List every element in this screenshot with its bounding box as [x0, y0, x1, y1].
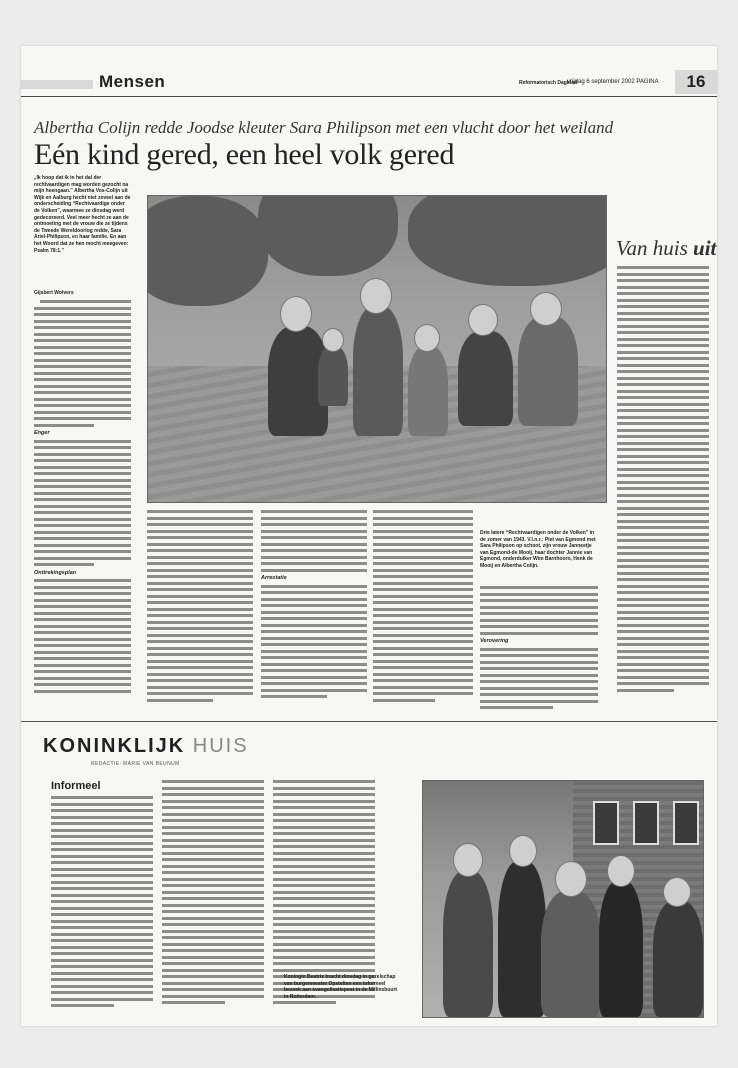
section-divider — [21, 721, 717, 722]
article-kicker: Albertha Colijn redde Joodse kleuter Sara Philipson met een vlucht door het weiland — [34, 118, 614, 137]
article-intro: „Ik hoop dat ik in het dal der rechtvaardigen mag worden gezocht na mijn heengaan.” Albertha Vos-Colijn uit Wijk en Aalburg hecht niet zoveel aan de onderscheiding “Rechtvaardige onder de Volken”, waarmee ze dinsdag werd gedecoreerd. Veel meer hecht ze aan de ontmoeting met de vrouw die ze tijdens de Tweede Wereldoorlog redde, Sara Ariel-Philipson, en haar familie. En aan het Woord dat ze hen mocht meegeven: Psalm 78:1.” — [34, 175, 131, 254]
section-name: Mensen — [99, 72, 166, 91]
article-column-2 — [147, 510, 253, 710]
royal-column-2 — [162, 780, 264, 1020]
royal-photo — [422, 780, 704, 1018]
subhead-onttrekingsplan: Onttrekingsplan — [34, 569, 77, 576]
article-column-5 — [480, 586, 598, 710]
subhead-enger: Enger — [34, 430, 50, 436]
royal-title-accent: HUIS — [192, 735, 249, 757]
article-photo — [147, 195, 607, 503]
sidebar-title — [616, 236, 716, 261]
royal-column-4 — [384, 780, 416, 970]
royal-section-title — [43, 735, 249, 758]
newspaper-name: Reformatorisch Dagblad — [519, 80, 578, 86]
byline: Gijsbert Wolvers — [34, 290, 74, 296]
subhead-arrestatie: Arrestatie — [261, 575, 287, 581]
royal-column-1 — [51, 796, 153, 1021]
page-number: 16 — [675, 70, 717, 94]
sidebar-title-accent: uit — [693, 236, 717, 260]
royal-heading: Informeel — [51, 780, 101, 792]
sidebar-text — [617, 266, 709, 710]
royal-title-main: KONINKLIJK — [43, 735, 186, 757]
date-line: vrijdag 6 september 2002 PAGINA — [567, 79, 659, 85]
subhead-verovering: Verovering — [480, 638, 509, 644]
section-bar — [21, 80, 93, 89]
article-column-1 — [34, 300, 131, 710]
newspaper-page — [21, 46, 717, 1026]
article-column-4 — [373, 510, 473, 710]
article-headline: Eén kind gered, een heel volk gered — [34, 138, 455, 171]
royal-editor-line: REDACTIE: MARIE VAN BEUNUM — [91, 761, 180, 767]
photo-caption: Drie latere “Rechtvaardigen onder de Volken” in de zomer van 1943. V.l.n.r.: Piet van Egmond met Sara Philipson op schoot, zijn vrouw Janneetje van Egmond-de Mooij, haar dochter Jannie van Egmond, onderduiker Wim Barnhoorn, Henk de Mooij en Albertha Colijn. — [480, 530, 596, 569]
page-header — [21, 70, 717, 97]
sidebar-title-main: Van huis — [616, 236, 688, 260]
royal-photo-caption: Koningin Beatrix bracht dinsdag in gezelschap van burgemeester Opstelten een informeel bezoek aan evangelisatiepost in de Millinxbuurt in Rotterdam. — [284, 974, 398, 1000]
article-column-3 — [261, 510, 367, 710]
